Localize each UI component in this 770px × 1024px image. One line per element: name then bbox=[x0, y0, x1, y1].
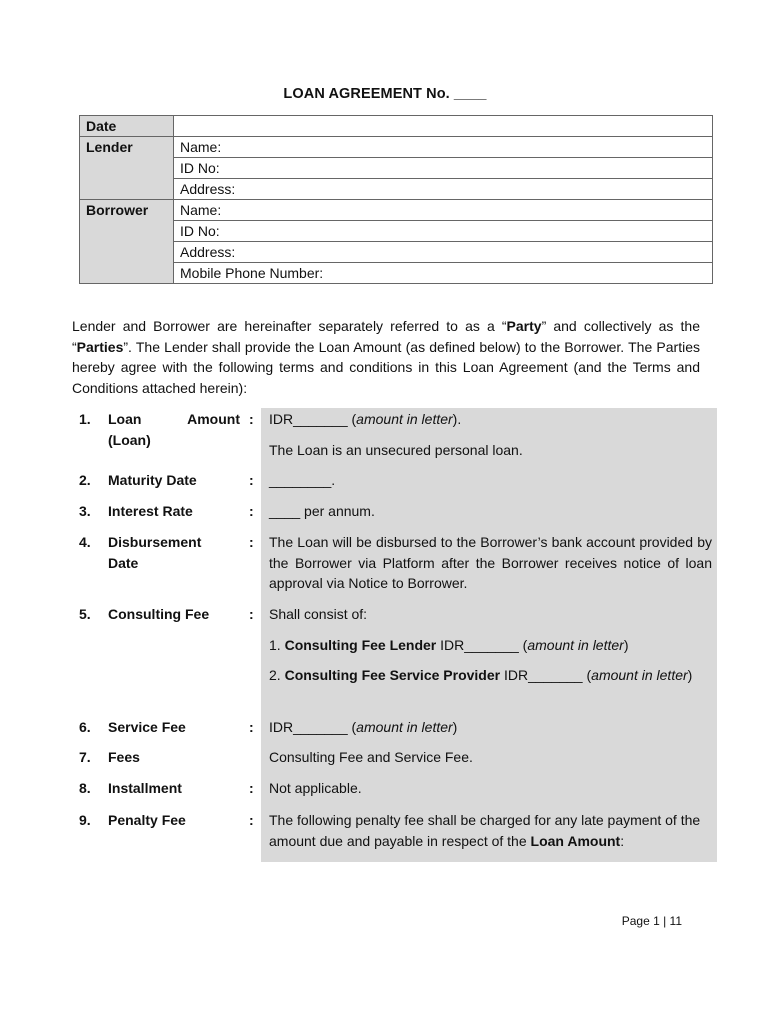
table-row bbox=[80, 221, 713, 242]
page-title: LOAN AGREEMENT No. ____ bbox=[283, 86, 487, 102]
intro-paragraph: Lender and Borrower are hereinafter separately referred to as a “Party” and collectively as the “Parties”. The Lender shall provide the Loan Amount (as defined below) to the Borrower. The Parties hereby agree with the following terms and conditions in this Loan Agreement (and the Terms and Conditions attached herein): bbox=[72, 318, 700, 396]
term-label: Loan Amount (Loan) bbox=[108, 411, 240, 448]
term-label: Disbursement Date bbox=[108, 534, 202, 571]
borrower-label: Borrower bbox=[80, 200, 174, 221]
date-value bbox=[174, 116, 713, 137]
parties-table bbox=[79, 115, 713, 284]
lender-id-field: ID No: bbox=[174, 158, 713, 179]
lender-name-field: Name: bbox=[174, 137, 713, 158]
borrower-id-field: ID No: bbox=[174, 221, 713, 242]
parties-term: Parties bbox=[76, 338, 124, 355]
document-page: LOAN AGREEMENT No. ____ Date Lender Name: ID No: Address: Borrower Name: ID No: Address: Mobile Phone Number: Lender and Borrower are hereinafter separately referred to as a “Party” and collectively as the “Parties”. The Lender shall provide the Loan Amount (as defined below) to the Borrower. The Parties hereby agree with the following terms and conditions in this Loan Agreement (and the Terms and Conditions attached herein): 1. Loan Amount (Loan) : IDR_______ (amount in letter). The Loan is an unsecured personal loan. 2. Maturity Date : ________. 3. Interest Rate : ____ per annum. 4. Disbursement Date : The Loan will be disbursed to the Borrower’s bank account provided by the Borrower via Platform after the Borrower receives notice of loan approval via Notice to Borrower. 5. Consulting Fee : Shall consist of: 1. Consulting Fee Lender IDR_______ (amount in letter) 2. Consulting Fee Service Provider IDR_______ (amount in letter) 6. Service Fee : IDR_______ (amount in letter) 7. Fees Consulting Fee and Service Fee. 8. Installment : Not applicable. 9. Penalty Fee : The following penalty fee shall be charged for any late payment of the amount due and payable in respect of the Loan Amount: Page 1 | 11 bbox=[0, 0, 770, 1024]
table-row bbox=[80, 158, 713, 179]
term-value: IDR_______ (amount in letter). The Loan is an unsecured personal loan. bbox=[269, 411, 523, 458]
party-term: Party bbox=[506, 318, 542, 334]
table-row bbox=[80, 200, 713, 221]
borrower-name-field: Name: bbox=[174, 200, 713, 221]
date-label: Date bbox=[80, 116, 174, 137]
table-row bbox=[80, 242, 713, 263]
borrower-phone-field: Mobile Phone Number: bbox=[174, 263, 713, 284]
page-number: Page 1 | 11 bbox=[621, 914, 682, 928]
table-row bbox=[80, 263, 713, 284]
table-row bbox=[80, 179, 713, 200]
lender-label: Lender bbox=[80, 137, 174, 158]
borrower-address-field: Address: bbox=[174, 242, 713, 263]
table-row bbox=[80, 116, 713, 137]
table-row bbox=[80, 137, 713, 158]
lender-address-field: Address: bbox=[174, 179, 713, 200]
term-value: Shall consist of: 1. Consulting Fee Lender IDR_______ (amount in letter) 2. Consulting Fee Service Provider IDR_______ (amount in letter) bbox=[269, 606, 693, 683]
